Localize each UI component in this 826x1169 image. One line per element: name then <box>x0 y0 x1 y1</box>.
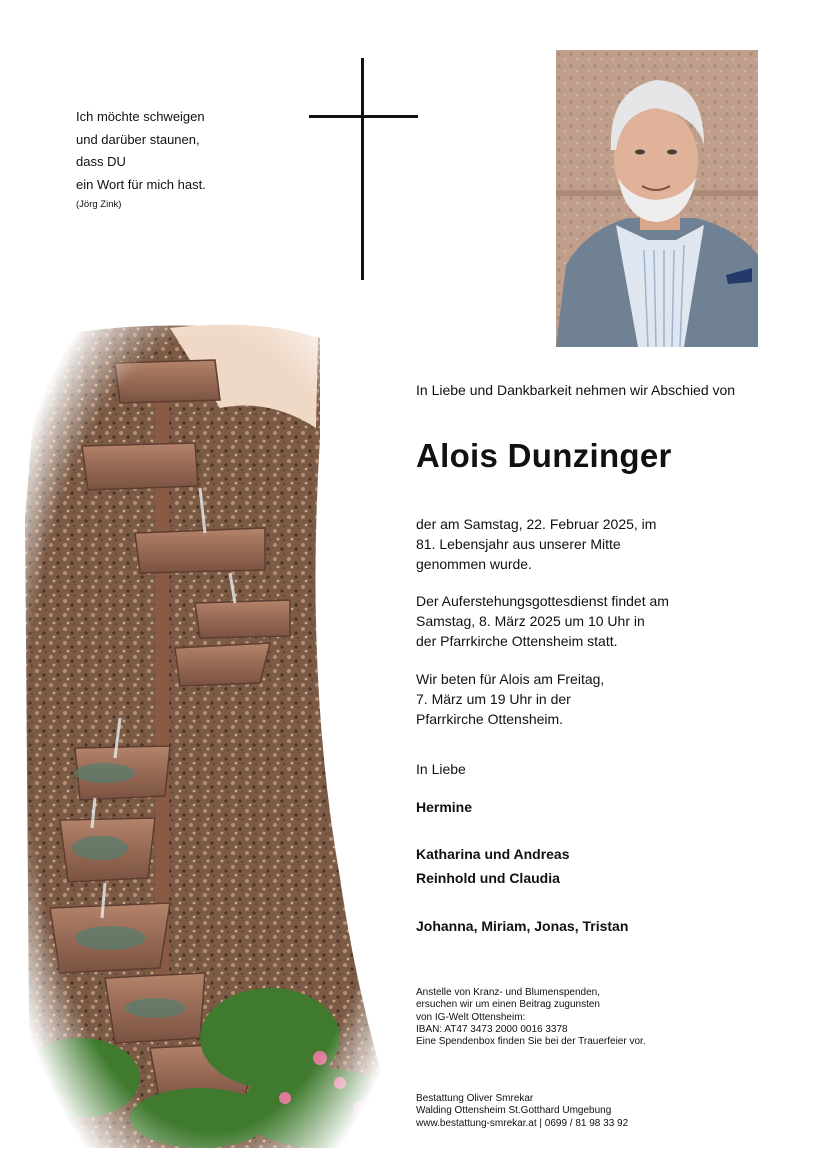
family-children: Reinhold und Claudia <box>416 870 560 886</box>
service-info <box>416 591 716 651</box>
deceased-name: Alois Dunzinger <box>416 437 672 474</box>
text-line: Anstelle von Kranz- und Blumenspenden, <box>416 987 601 998</box>
text-line: Samstag, 8. März 2025 um 10 Uhr in <box>416 613 645 629</box>
funeral-home-name: Bestattung Oliver Smrekar <box>416 1093 534 1104</box>
family-spouse: Hermine <box>416 799 473 815</box>
text-line: von IG-Welt Ottensheim: <box>416 1011 526 1023</box>
prayer-info <box>416 669 716 729</box>
quote-line: ein Wort für mich hast. <box>76 176 206 192</box>
text-line: Wir beten für Alois am Freitag, <box>416 671 605 687</box>
text-line: der Pfarrkirche Ottensheim statt. <box>416 633 618 649</box>
fountain-image <box>20 318 405 1148</box>
quote-block <box>76 106 206 215</box>
family-children: Katharina und Andreas <box>416 846 570 862</box>
cross-icon-bar <box>309 115 418 118</box>
family-grandchildren: Johanna, Miriam, Jonas, Tristan <box>416 918 629 934</box>
text-line: ersuchen wir um einen Beitrag zugunsten <box>416 999 600 1011</box>
donation-note <box>416 987 646 1048</box>
quote-author: (Jörg Zink) <box>76 199 122 210</box>
cross-icon <box>361 58 364 280</box>
text-line: Eine Spendenbox finden Sie bei der Trauerfeier vor. <box>416 1036 646 1048</box>
funeral-home-region: Walding Ottensheim St.Gotthard Umgebung <box>416 1105 612 1117</box>
text-line: genommen wurde. <box>416 556 532 572</box>
quote-line: dass DU <box>76 154 126 169</box>
quote-line: Ich möchte schweigen <box>76 109 205 124</box>
text-line: der am Samstag, 22. Februar 2025, im <box>416 516 657 532</box>
farewell-intro: In Liebe und Dankbarkeit nehmen wir Abschied von <box>416 382 736 398</box>
iban-line: IBAN: AT47 3473 2000 0016 3378 <box>416 1023 568 1035</box>
funeral-home-contact: www.bestattung-smrekar.at | 0699 / 81 98 33 92 <box>416 1117 629 1129</box>
text-line: 7. März um 19 Uhr in der <box>416 691 571 707</box>
portrait-photo <box>556 50 758 347</box>
funeral-home-footer <box>416 1093 628 1130</box>
text-line: Der Auferstehungsgottesdienst findet am <box>416 593 669 609</box>
text-line: 81. Lebensjahr aus unserer Mitte <box>416 536 621 552</box>
death-notice <box>416 514 716 574</box>
closing-phrase: In Liebe <box>416 761 466 777</box>
quote-line: und darüber staunen, <box>76 131 200 147</box>
text-line: Pfarrkirche Ottensheim. <box>416 711 564 727</box>
